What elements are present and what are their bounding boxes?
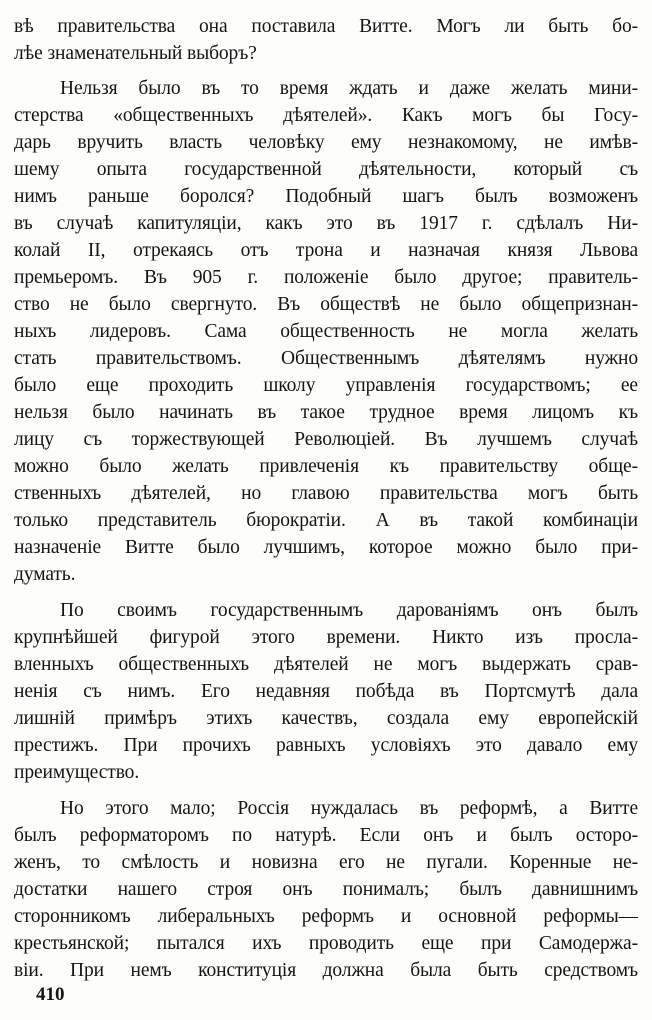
text-line: преимущество.	[14, 762, 140, 783]
text-line: былъ реформаторомъ по натурѣ. Если онъ и былъ осторо-	[14, 825, 638, 846]
text-line: віи. При немъ конституція должна была быть средствомъ	[14, 960, 638, 981]
text-line: сторонникомъ либеральныхъ реформъ и основной реформы—	[14, 906, 638, 927]
text-line: крестьянской; пытался ихъ проводить еще при Самодержа-	[14, 933, 638, 954]
text-line: Но этого мало; Россія нуждалась въ реформѣ, а Витте	[60, 798, 638, 819]
text-line: премьеромъ. Въ 905 г. положеніе было другое; правитель-	[14, 267, 638, 288]
text-line: ство не было свергнуто. Въ обществѣ не было общепризнан-	[14, 294, 638, 315]
text-line: престижъ. При прочихъ равныхъ условіяхъ это давало ему	[14, 735, 638, 756]
text-line: лѣе знаменательный выборъ?	[14, 43, 257, 64]
text-line: нимъ раньше боролся? Подобный шагъ былъ возможенъ	[14, 186, 638, 207]
text-line: достатки нашего строя онъ понималъ; былъ давнишнимъ	[14, 879, 638, 900]
text-line: ственныхъ дѣятелей, но главою правительства могъ быть	[14, 483, 638, 504]
text-line: лицу съ торжествующей Революціей. Въ лучшемъ случаѣ	[14, 429, 638, 450]
text-line: только представитель бюрократіи. А въ такой комбинаціи	[14, 510, 638, 531]
text-line: лишній примѣръ этихъ качествъ, создала ему европейскій	[14, 708, 638, 729]
text-line: думать.	[14, 564, 76, 585]
text-line: было еще проходить школу управленія государствомъ; ее	[14, 375, 638, 396]
text-line: вленныхъ общественныхъ дѣятелей не могъ выдержать срав-	[14, 654, 638, 675]
text-line: въ случаѣ капитуляціи, какъ это въ 1917 г. сдѣлалъ Ни-	[14, 213, 638, 234]
text-line: женъ, то смѣлость и новизна его не пугали. Коренные не-	[14, 852, 638, 873]
text-line: можно было желать привлеченія къ правительству обще-	[14, 456, 638, 477]
text-line: ныхъ лидеровъ. Сама общественность не могла желать	[14, 321, 638, 342]
text-line: дарь вручить власть человѣку ему незнакомому, не имѣв-	[14, 132, 638, 153]
text-line: По своимъ государственнымъ дарованіямъ онъ былъ	[60, 600, 638, 621]
text-line: крупнѣйшей фигурой этого времени. Никто изъ просла-	[14, 627, 638, 648]
text-line: вѣ правительства она поставила Витте. Могъ ли быть бо-	[14, 16, 638, 37]
text-line: колай II, отрекаясь отъ трона и назначая князя Львова	[14, 240, 638, 261]
text-line: стерства «общественныхъ дѣятелей». Какъ могъ бы Госу-	[14, 105, 638, 126]
text-line: шему опыта государственной дѣятельности, который съ	[14, 159, 638, 180]
text-line: стать правительствомъ. Общественнымъ дѣятелямъ нужно	[14, 348, 638, 369]
text-line: Нельзя было въ то время ждать и даже желать мини-	[60, 78, 638, 99]
text-line: нельзя было начинать въ такое трудное время лицомъ къ	[14, 402, 638, 423]
text-line: ненія съ нимъ. Его недавняя побѣда въ Портсмутѣ дала	[14, 681, 638, 702]
text-line: назначеніе Витте было лучшимъ, которое можно было при-	[14, 537, 638, 558]
page-number: 410	[36, 984, 65, 1005]
